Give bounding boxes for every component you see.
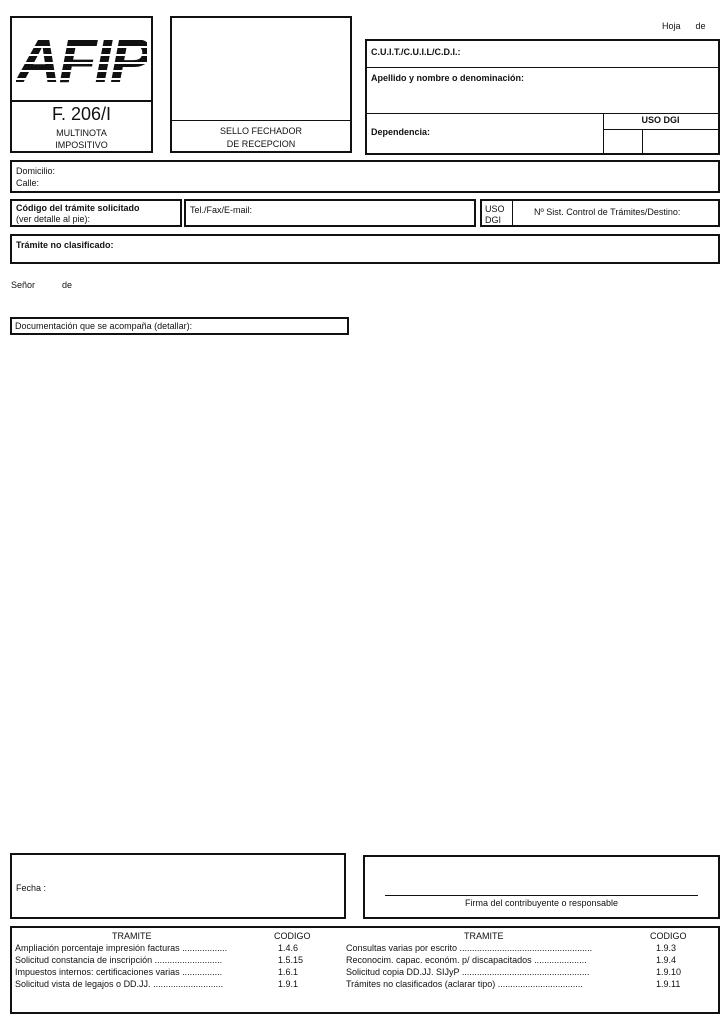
codes-table [10, 926, 720, 1014]
col-tramite-left: TRAMITE [112, 931, 152, 941]
hoja-de-label: de [695, 21, 706, 31]
table-row: Solicitud constancia de inscripción ........................... [15, 955, 223, 965]
table-row-code: 1.9.10 [656, 967, 682, 977]
firma-label: Firma del contribuyente o responsable [464, 898, 619, 908]
sistema-control-label[interactable]: Nº Sist. Control de Trámites/Destino: [534, 207, 681, 217]
fecha-label: Fecha : [16, 883, 47, 893]
calle-label[interactable]: Calle: [16, 178, 40, 188]
apellido-label[interactable]: Apellido y nombre o denominación: [371, 73, 525, 83]
table-row-code: 1.9.4 [656, 955, 677, 965]
col-codigo-right: CODIGO [650, 931, 687, 941]
form-number: F. 206/I [51, 104, 112, 124]
tramite-no-clasificado-label: Trámite no clasificado: [16, 240, 114, 250]
col-tramite-right: TRAMITE [464, 931, 504, 941]
table-row-code: 1.4.6 [278, 943, 299, 953]
form-name-line1: MULTINOTA [56, 128, 107, 138]
senor-label: Señor [11, 280, 36, 290]
table-row-code: 1.5.15 [278, 955, 304, 965]
sello-line2: DE RECEPCION [226, 139, 296, 149]
uso-dgi-label: USO DGI [641, 115, 680, 125]
table-row: Solicitud copia DD.JJ. SIJyP ................................................... [346, 967, 590, 977]
tramite-no-clasificado-box[interactable] [10, 234, 720, 264]
cuit-label[interactable]: C.U.I.T./C.U.I.L/C.D.I.: [371, 47, 461, 57]
codigo-label-1: Código del trámite solicitado [16, 203, 140, 213]
documentacion-label: Documentación que se acompaña (detallar): [15, 321, 193, 331]
documentacion-box[interactable] [10, 317, 349, 335]
tel-fax-email-box[interactable] [184, 199, 476, 227]
table-row: Solicitud vista de legajos o DD.JJ. ............................ [15, 979, 224, 989]
note-body-area[interactable] [10, 345, 720, 845]
uso-label: USO [485, 204, 505, 214]
col-codigo-left: CODIGO [274, 931, 311, 941]
codigo-tramite-box[interactable] [10, 199, 182, 227]
codigo-label-2: (ver detalle al pie): [16, 214, 91, 224]
hoja-label: Hoja [662, 21, 681, 31]
form-name-line2: IMPOSITIVO [55, 140, 108, 150]
taxpayer-box [365, 39, 720, 155]
form-id-box [10, 16, 153, 153]
table-row: Trámites no clasificados (aclarar tipo) .................................. [346, 979, 583, 989]
fecha-box[interactable] [10, 853, 346, 919]
afip-logo [16, 24, 147, 100]
dgi-label: DGI [485, 215, 502, 225]
table-row: Reconocim. capac. económ. p/ discapacitados ..................... [346, 955, 587, 965]
senor-de-label: de [62, 280, 73, 290]
tel-label: Tel./Fax/E-mail: [190, 205, 253, 215]
table-row: Consultas varias por escrito ..................................................... [346, 943, 593, 953]
table-row-code: 1.9.3 [656, 943, 677, 953]
sello-fechador-box [170, 16, 352, 153]
table-row-code: 1.9.1 [278, 979, 299, 989]
domicilio-box [10, 160, 720, 193]
table-row: Ampliación porcentaje impresión facturas .................. [15, 943, 228, 953]
page-indicator [662, 21, 706, 31]
sello-line1: SELLO FECHADOR [219, 126, 303, 136]
firma-box[interactable] [363, 855, 720, 919]
domicilio-label[interactable]: Domicilio: [16, 166, 56, 176]
table-row: Impuestos internos: certificaciones varias ................ [15, 967, 223, 977]
uso-dgi-sistema-box [480, 199, 720, 227]
dependencia-label[interactable]: Dependencia: [371, 127, 431, 137]
table-row-code: 1.9.11 [656, 979, 681, 989]
table-row-code: 1.6.1 [278, 967, 299, 977]
